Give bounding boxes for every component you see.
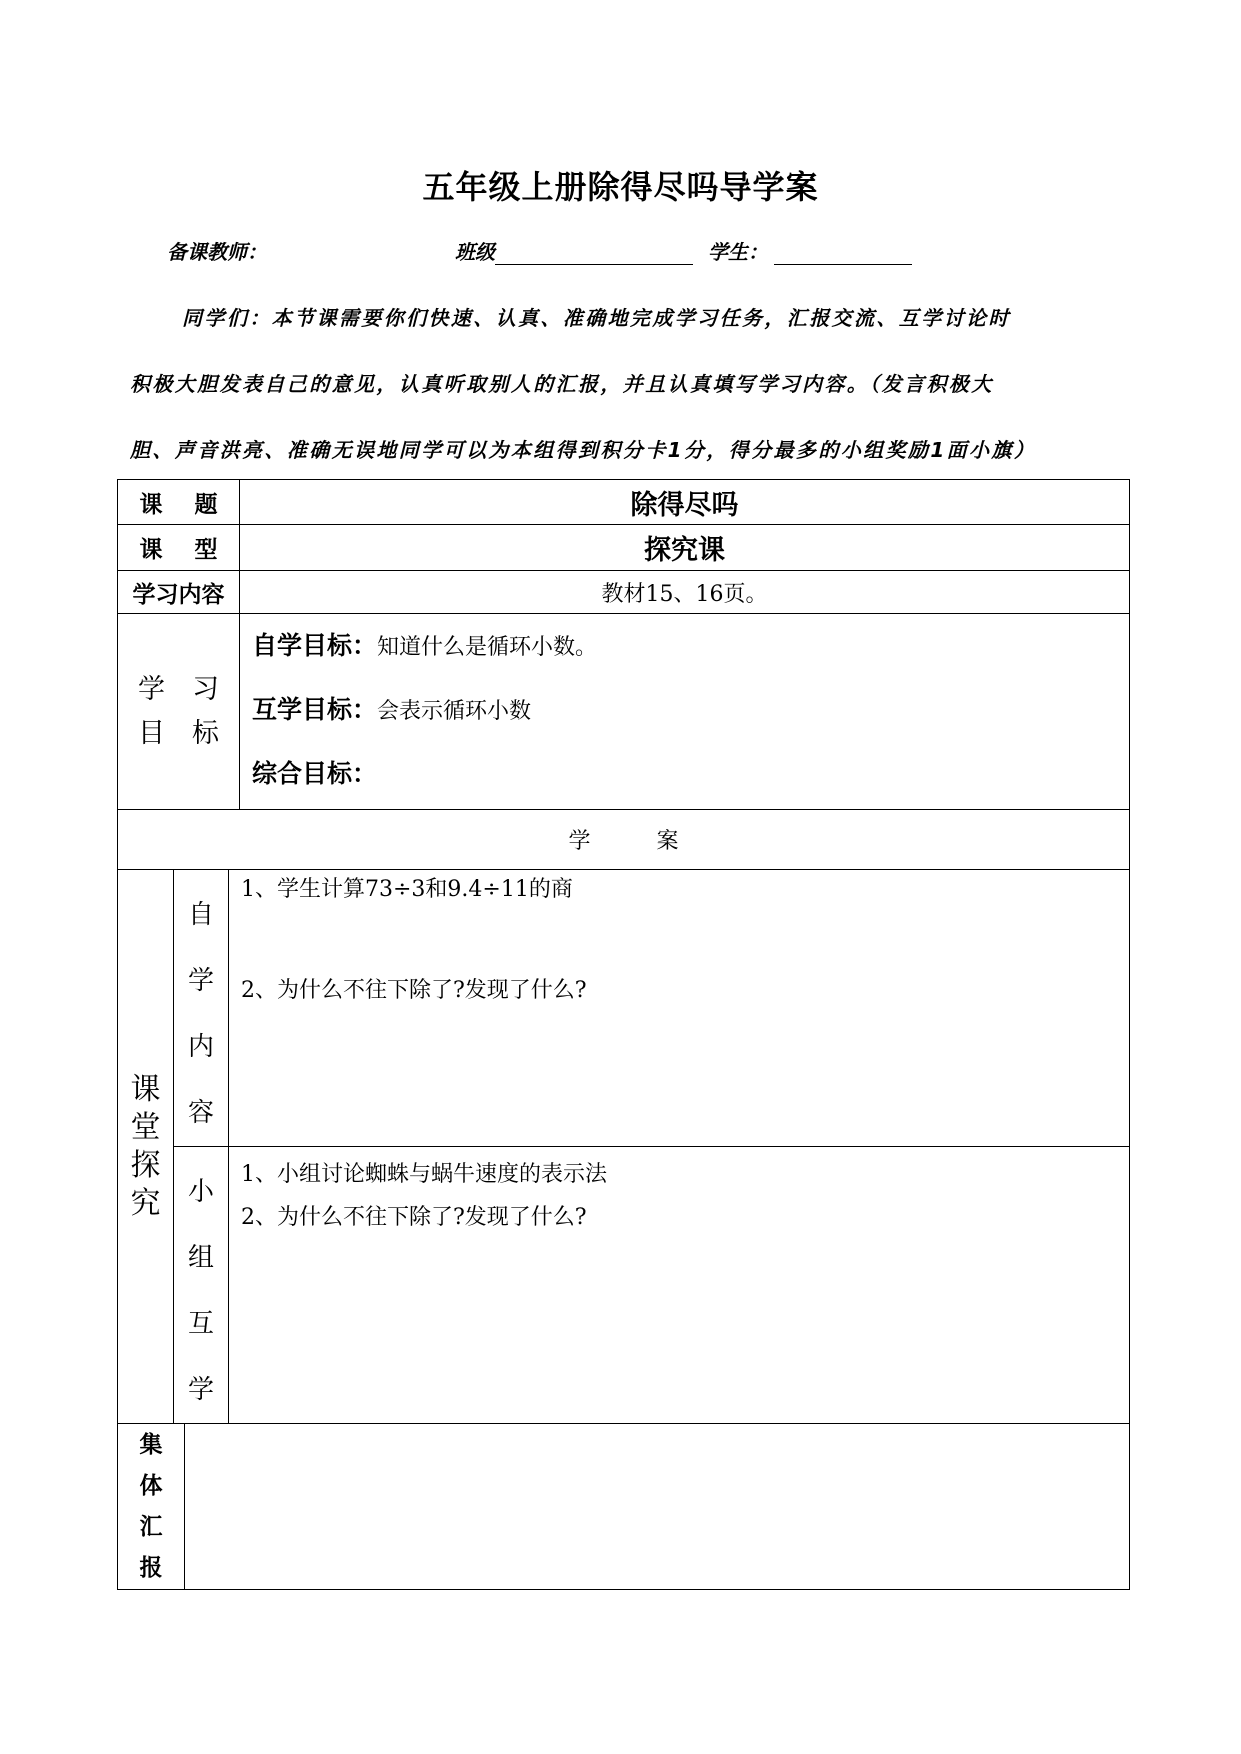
lesson-plan-table (117, 479, 1130, 1590)
self-study-label-char: 容 (187, 1098, 214, 1128)
self-study-item: 2、为什么不往下除了?发现了什么? (241, 978, 587, 1003)
classroom-label-char: 课 (130, 1071, 161, 1107)
type-label (118, 525, 240, 571)
self-goal-text[interactable]: 知道什么是循环小数。 (377, 635, 598, 660)
mutual-goal (240, 678, 1129, 742)
self-study-content[interactable] (229, 870, 1130, 1147)
topic-label-a: 课 (139, 491, 163, 518)
overall-goal-label: 综合目标： (252, 759, 378, 788)
group-study-label (174, 1147, 229, 1424)
mutual-goal-label: 互学目标： (252, 695, 378, 724)
classroom-label-char: 探 (130, 1147, 161, 1183)
report-label-char: 体 (139, 1472, 163, 1499)
goals-label-line-1: 学 习 (138, 673, 219, 705)
type-label-b: 型 (194, 537, 218, 563)
meta-row (0, 236, 1241, 266)
type-label-a: 课 (139, 537, 163, 563)
classroom-label (118, 870, 174, 1424)
group-study-item: 1、小组讨论蜘蛛与蜗牛速度的表示法 (241, 1162, 607, 1187)
intro-line-2: 积极大胆发表自己的意见，认真听取别人的汇报，并且认真填写学习内容。（发言积极大 (130, 372, 994, 396)
self-study-item: 1、学生计算73÷3和9.4÷11的商 (241, 877, 573, 902)
report-label-char: 集 (139, 1431, 163, 1458)
content-row (118, 571, 1130, 614)
class-blank[interactable] (495, 242, 693, 265)
group-study-label-char: 互 (187, 1309, 214, 1339)
class-label: 班级 (455, 240, 495, 264)
topic-value[interactable]: 除得尽吗 (240, 480, 1130, 525)
plan-header-row (118, 810, 1130, 870)
topic-label (118, 480, 240, 525)
self-study-row (118, 870, 1130, 1147)
self-study-label-char: 学 (187, 966, 214, 996)
student-blank[interactable] (774, 242, 912, 265)
report-label-char: 汇 (139, 1513, 163, 1540)
goals-label (118, 614, 240, 810)
report-content[interactable] (185, 1424, 1130, 1590)
group-study-label-char: 学 (187, 1375, 214, 1405)
group-study-label-char: 组 (187, 1243, 214, 1273)
group-study-content[interactable] (229, 1147, 1130, 1424)
group-study-row (118, 1147, 1130, 1424)
report-label (118, 1424, 185, 1590)
self-goal (240, 614, 1129, 678)
overall-goal (240, 742, 1129, 806)
type-value[interactable]: 探究课 (240, 525, 1130, 571)
page-title: 五年级上册除得尽吗导学案 (422, 168, 819, 206)
intro-line-3: 胆、声音洪亮、准确无误地同学可以为本组得到积分卡1分，得分最多的小组奖励1面小旗） (130, 438, 1037, 462)
class-field (455, 236, 693, 265)
self-goal-label: 自学目标： (252, 631, 378, 660)
plan-header: 学 案 (118, 810, 1130, 870)
group-study-item: 2、为什么不往下除了?发现了什么? (241, 1205, 587, 1230)
content-value[interactable]: 教材15、16页。 (240, 571, 1130, 614)
type-row (118, 525, 1130, 571)
classroom-label-char: 究 (130, 1185, 161, 1221)
group-study-label-char: 小 (187, 1177, 214, 1207)
student-field (708, 236, 912, 265)
teacher-label: 备课教师： (167, 240, 267, 264)
goals-row (118, 614, 1130, 810)
classroom-label-char: 堂 (130, 1109, 161, 1145)
topic-label-b: 题 (194, 491, 218, 518)
self-study-label (174, 870, 229, 1147)
self-study-label-char: 内 (187, 1032, 214, 1062)
student-label: 学生： (708, 240, 768, 264)
self-study-label-char: 自 (187, 900, 214, 930)
mutual-goal-text[interactable]: 会表示循环小数 (377, 699, 532, 724)
report-label-char: 报 (139, 1554, 163, 1581)
content-label: 学习内容 (118, 571, 240, 614)
intro-line-1: 同学们：本节课需要你们快速、认真、准确地完成学习任务，汇报交流、互学讨论时 (182, 306, 1011, 330)
report-row (118, 1424, 1130, 1590)
topic-row (118, 480, 1130, 525)
goals-content (240, 614, 1130, 810)
goals-label-line-2: 目 标 (138, 717, 219, 749)
